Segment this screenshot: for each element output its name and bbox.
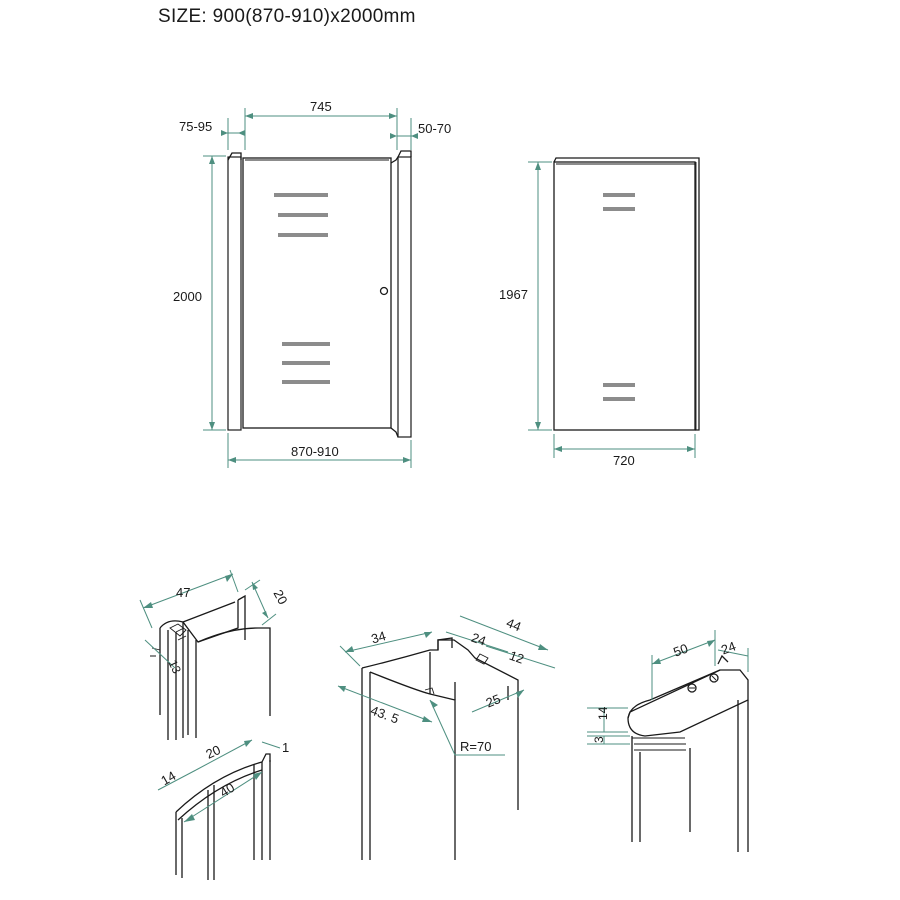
dim-right-gap	[390, 118, 451, 150]
door-strips-top	[274, 194, 328, 236]
dim-1-label: 1	[282, 740, 290, 755]
right-wall-profile	[398, 157, 411, 437]
dim-center-25	[472, 690, 524, 712]
dim-hinge-14	[587, 706, 628, 732]
glass-panel	[554, 162, 695, 430]
dim-20-label: 20	[270, 587, 291, 607]
dim-50-label: 50	[671, 640, 691, 660]
dim-1967-label: 1967	[499, 287, 528, 302]
dim-870-910-label: 870-910	[291, 444, 339, 459]
dim-height-2000	[173, 156, 226, 430]
dim-720-label: 720	[613, 453, 635, 468]
front-view	[173, 99, 451, 468]
hinge-detail	[587, 630, 748, 852]
dim-24b-label: 24	[719, 638, 738, 658]
dim-hinge-50	[652, 630, 715, 700]
dim-left-gap	[179, 118, 245, 150]
dim-hinge-3	[587, 736, 630, 744]
dim-center-34	[340, 628, 432, 666]
right-profile-bottom	[391, 428, 398, 437]
dim-curved-20	[196, 740, 252, 770]
dim-20b-label: 20	[203, 742, 223, 762]
dim-curved-14	[158, 768, 196, 790]
dim-curved-1	[262, 740, 289, 755]
dim-r70-label: R=70	[460, 739, 492, 754]
dim-14b-label: 14	[596, 706, 610, 720]
wall-profile-detail	[140, 570, 291, 740]
door-handle	[381, 288, 388, 295]
dim-panel-height	[499, 162, 552, 430]
dim-center-43-5	[338, 686, 432, 727]
dim-745-label: 745	[310, 99, 332, 114]
dim-3-label: 3	[592, 736, 606, 743]
dim-34-label: 34	[369, 628, 388, 647]
center-profile-detail	[338, 615, 555, 860]
dim-2000-label: 2000	[173, 289, 202, 304]
dim-40-label: 40	[216, 779, 238, 801]
door-strips-bottom	[282, 343, 330, 383]
dim-hinge-24	[718, 638, 748, 672]
dim-curved-40	[184, 772, 262, 822]
dim-43-5-label: 43. 5	[368, 702, 401, 727]
dim-44-label: 44	[504, 615, 524, 635]
dim-profile-20	[245, 580, 291, 625]
size-label: SIZE:	[158, 6, 208, 27]
dim-13-label: 13	[165, 657, 184, 676]
dim-bottom-width	[228, 433, 411, 468]
dim-50-70-label: 50-70	[418, 121, 452, 136]
right-profile-joint	[391, 157, 398, 163]
dim-12-label: 12	[507, 647, 527, 667]
panel-strips-bottom	[603, 384, 635, 400]
dim-75-95-label: 75-95	[179, 119, 213, 134]
dim-14-label: 14	[158, 767, 179, 789]
dim-24-label: 24	[469, 629, 489, 649]
front-door-panel	[243, 158, 391, 428]
curved-profile-detail	[158, 740, 289, 880]
size-value: 900(870-910)x2000mm	[212, 6, 416, 27]
panel-edge	[554, 158, 699, 430]
dim-47-label: 47	[176, 585, 191, 600]
panel-strips-top	[603, 194, 635, 210]
right-profile-cap	[398, 151, 411, 157]
dim-panel-width	[554, 434, 695, 468]
dim-25-label: 25	[483, 691, 503, 711]
dim-top-width	[245, 99, 397, 150]
dim-profile-13	[145, 640, 184, 676]
left-wall-profile	[228, 157, 241, 430]
door-panel-view	[499, 158, 699, 468]
